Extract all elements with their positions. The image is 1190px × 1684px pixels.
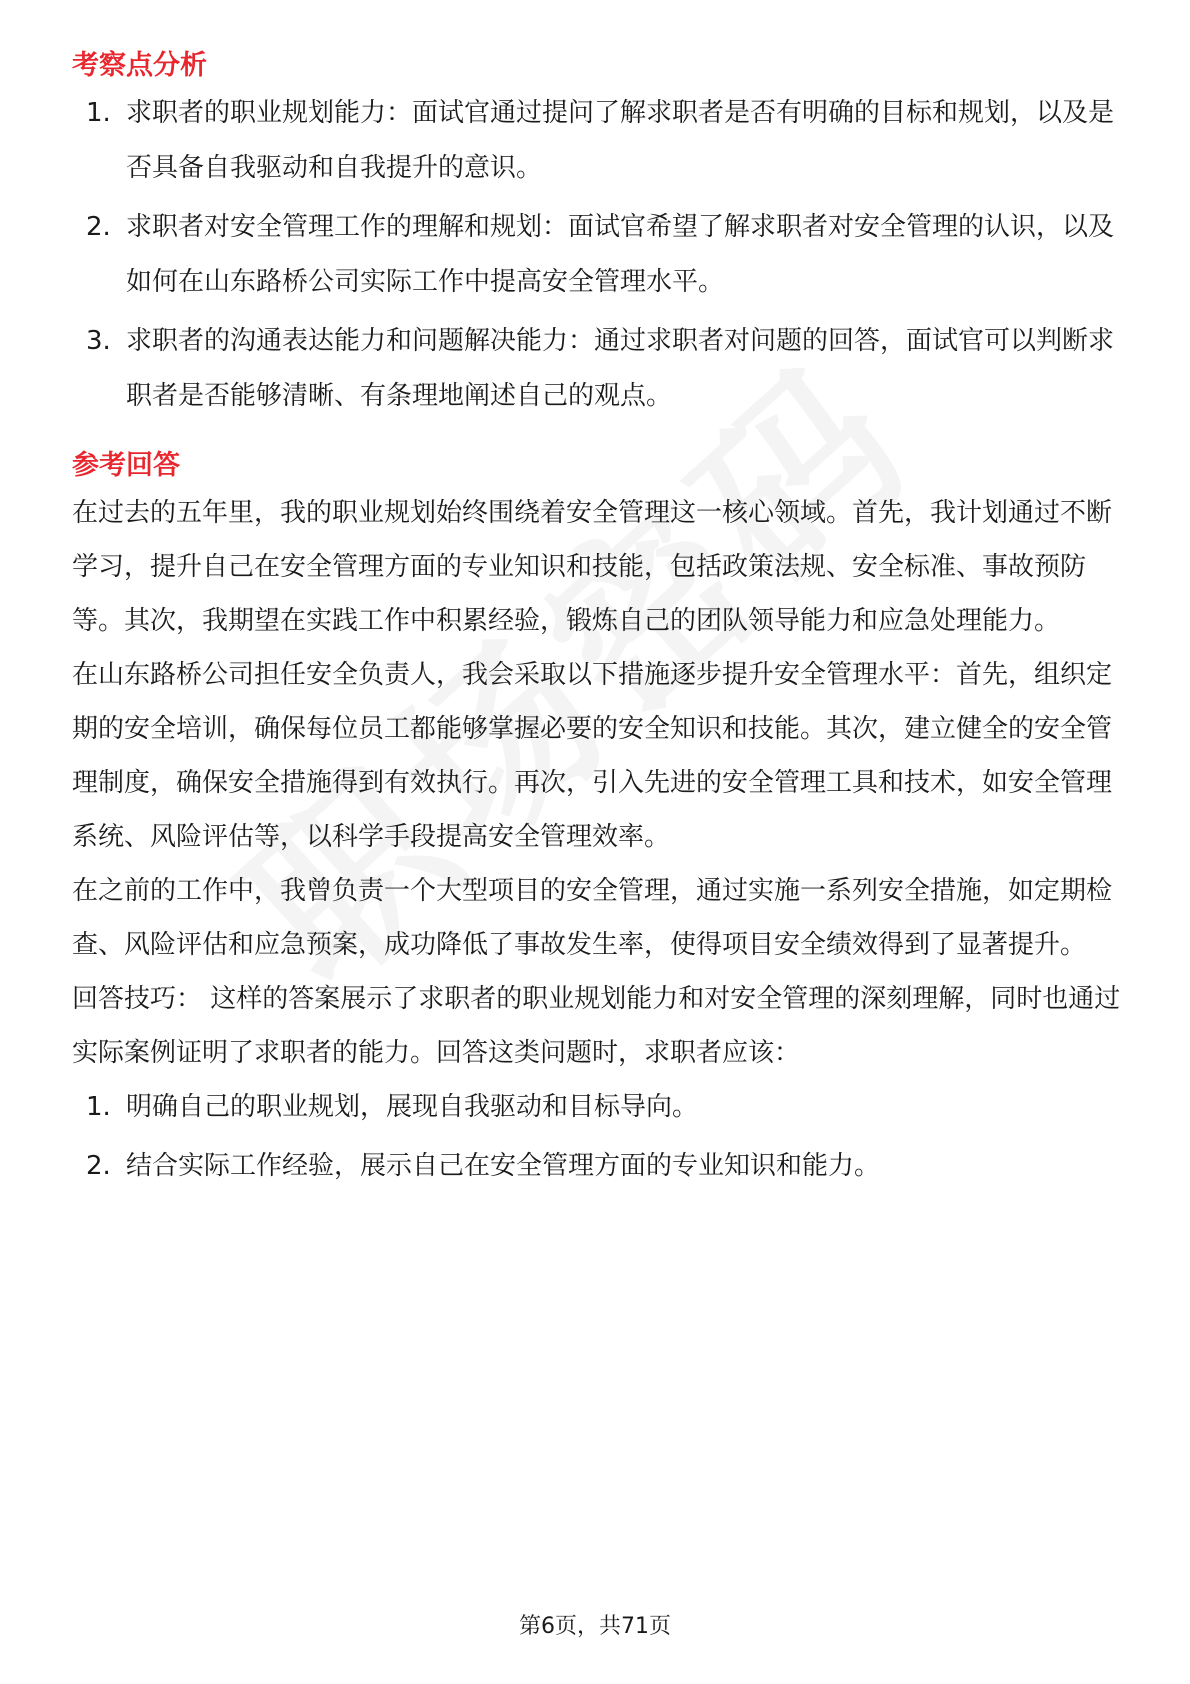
list-number: 1. (86, 98, 111, 128)
list-item-text: 结合实际工作经验，展示自己在安全管理方面的专业知识和能力。 (126, 1151, 881, 1181)
section-heading-analysis: 考察点分析 (72, 50, 207, 81)
list-number: 2. (86, 212, 111, 242)
answer-paragraph: 在之前的工作中，我曾负责一个大型项目的安全管理，通过实施一系列安全措施，如定期检查、风险评估和应急预案，成功降低了事故发生率，使得项目安全绩效得到了显著提升。 (72, 876, 1113, 960)
document-body (72, 46, 1122, 1194)
list-item (72, 200, 1122, 310)
list-item-text: 求职者对安全管理工作的理解和规划：面试官希望了解求职者对安全管理的认识，以及如何在山东路桥公司实际工作中提高安全管理水平。 (126, 212, 1115, 297)
list-item (72, 1080, 1122, 1135)
list-number: 1. (86, 1092, 111, 1122)
section-heading-reference-answer: 参考回答 (72, 450, 180, 481)
list-item (72, 314, 1122, 424)
list-item-text: 求职者的沟通表达能力和问题解决能力：通过求职者对问题的回答，面试官可以判断求职者是否能够清晰、有条理地阐述自己的观点。 (126, 326, 1115, 411)
answer-paragraph: 在山东路桥公司担任安全负责人，我会采取以下措施逐步提升安全管理水平：首先，组织定期的安全培训，确保每位员工都能够掌握必要的安全知识和技能。其次，建立健全的安全管理制度，确保安全措施得到有效执行。再次，引入先进的安全管理工具和技术，如安全管理系统、风险评估等，以科学手段提高安全管理效率。 (72, 660, 1113, 852)
page-number: 第6页，共71页 (519, 1614, 671, 1639)
answer-paragraph: 在过去的五年里，我的职业规划始终围绕着安全管理这一核心领域。首先，我计划通过不断学习，提升自己在安全管理方面的专业知识和技能，包括政策法规、安全标准、事故预防等。其次，我期望在实践工作中积累经验，锻炼自己的团队领导能力和应急处理能力。 (72, 498, 1113, 636)
list-number: 2. (86, 1151, 111, 1181)
list-item (72, 86, 1122, 196)
list-item-text: 求职者的职业规划能力：面试官通过提问了解求职者是否有明确的目标和规划，以及是否具备自我驱动和自我提升的意识。 (126, 98, 1115, 183)
list-number: 3. (86, 326, 111, 356)
tips-list (72, 1080, 1122, 1194)
analysis-list (72, 86, 1122, 424)
list-item-text: 明确自己的职业规划，展现自我驱动和目标导向。 (126, 1092, 699, 1122)
answer-tips-paragraph: 回答技巧： 这样的答案展示了求职者的职业规划能力和对安全管理的深刻理解，同时也通过实际案例证明了求职者的能力。回答这类问题时，求职者应该： (72, 984, 1121, 1068)
list-item (72, 1139, 1122, 1194)
